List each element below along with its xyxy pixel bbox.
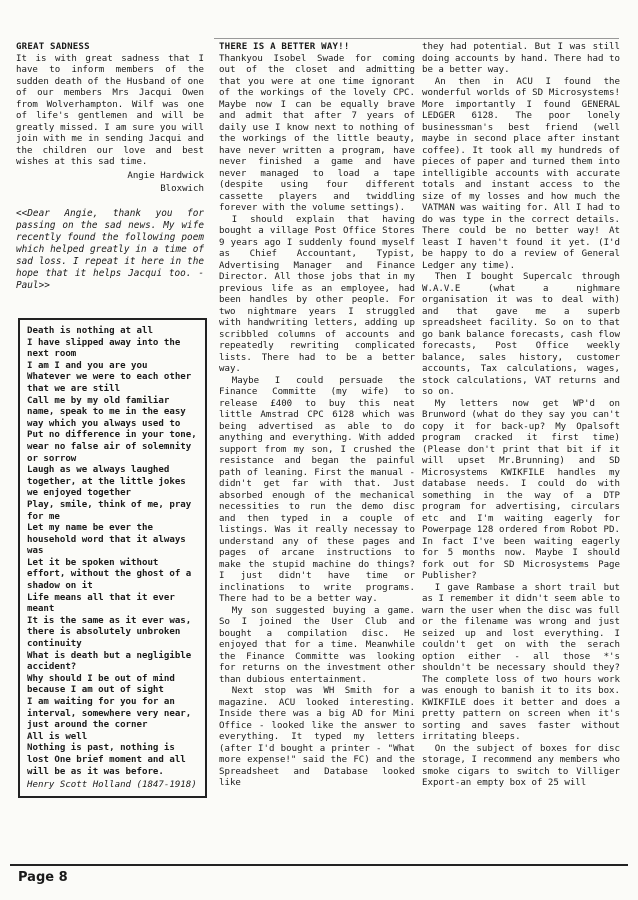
paragraph: Then I bought Supercalc through W.A.V.E (what a nighmare organisation it was to deal with) and that gave me a superb spreadsheet facility. So on to that go bank balance forecasts, cash flow forecasts, Post Office weekly balance, sales history, customer accounts, Tax calculations, wages, stock calculations, VAT returns and so on.: [422, 272, 620, 397]
poem-line: I have slipped away into the next room: [27, 337, 181, 360]
editor-note: <<Dear Angie, thank you for passing on the sad news. My wife recently found the following poem which helped greatly in a time of sad loss. I repeat it here in the hope that it helps Jacqui too. -Paul>>: [16, 207, 204, 291]
paragraph: An then in ACU I found the wonderful worlds of SD Microsystems! More importantly I found GENERAL LEDGER 6128. The poor lonely businessman's best friend (well maybe in second place after instant coffee). It took all my hundreds of pieces of paper and turned them into intelligible accounts with accurate totals and instant access to the size of my losses and how much the VATMAN was waiting for. All I had to do was type in the correct details. There could be no better way! At least I haven't found it yet. (I'd be happy to do a review of General Ledger any time).: [422, 76, 620, 271]
paragraph: My son suggested buying a game. So I joined the User Club and bought a compilation disc. He enjoyed that for a time. Meanwhile the Finance Committe was looking for returns on the investment other than dubious entertainment.: [219, 605, 415, 685]
paragraph: Next stop was WH Smith for a magazine. ACU looked interesting. Inside there was a big AD for Mini Office - looked like the answer to everything. It typed my letters (after I'd bought a printer - "What more expense!" said the FC) and the Spreadsheet and Database looked like: [219, 686, 415, 788]
poem-line: I am waiting for you for an interval, somewhere very near, just around the corner: [27, 697, 192, 731]
poem-line: Death is nothing at all: [27, 326, 153, 336]
page-number: Page 8: [18, 870, 68, 885]
paragraph: On the subject of boxes for disc storage, I recommend any members who smoke cigars to switch to Villiger Export-an empty box of 25 will: [422, 743, 620, 788]
article-heading-great-sadness: GREAT SADNESS: [16, 42, 90, 52]
poem-line: Call me by my old familiar name, speak to me in the easy way which you always used to: [27, 395, 186, 429]
column-middle: [219, 42, 415, 790]
column-right: [422, 42, 620, 790]
poem-line: Nothing is past, nothing is lost One brief moment and all will be as it was before.: [27, 743, 186, 777]
poem-line: All is well: [27, 731, 88, 742]
poem-line: Let it be spoken without effort, without the ghost of a shadow on it: [27, 557, 192, 592]
poem-line: What is death but a negligible accident?: [27, 650, 192, 673]
paragraph: Maybe I could persuade the Finance Committe (my wife) to release £400 to buy this neat little Amstrad CPC 6128 which was being advertised as able to do anything and everything. With added support from my son, I crushed the resistance and began the painful path of leaning. First the manual - didn't get far with that. Just absorbed enough of the mechanical necessities to run the demo disc and then typed in a couple of listings. Was it really necessay to understand any of these pages and pages of arcane instructions to make the stupid machine do things? I just didn't have time or inclinations to write programs. There had to be a better way.: [219, 375, 415, 604]
poem-line: Play, smile, think of me, pray for me: [27, 499, 192, 522]
top-rule: [214, 38, 619, 39]
paragraph: I should explain that having bought a village Post Office Stores 9 years ago I suddenly found myself as Chief Accountant, Typist, Advertising Manager and Finance Director. All those jobs that in my previous life as an employee, had been handles by other people. For two nightmare years I struggled with handwriting letters, adding up scribbled columns of accounts and repeatedly rewriting complicated lists. There had to be a better way.: [219, 214, 415, 374]
poem-line: Laugh as we always laughed together, at the little jokes we enjoyed together: [27, 465, 186, 499]
poem-attribution: Henry Scott Holland (1847-1918): [27, 780, 197, 791]
poem-line: Life means all that it ever meant: [27, 592, 175, 615]
footer-rule: [10, 864, 628, 866]
paragraph: I gave Rambase a short trail but as I remember it didn't seem able to warn the user when the disc was full or the filename was wrong and just seized up and lost everything. I couldn't get on with the serach option either - all those *'s shouldn't be necessary should they? The complete loss of two hours work was enough to banish it to its box. KWIKFILE does it better and does a pretty pattern on screen when it's sorting and saves faster without irritating bleeps.: [422, 582, 620, 742]
poem-line: Let my name be ever the household word that it always was: [27, 523, 186, 557]
signature-place: Bloxwich: [160, 184, 204, 194]
poem-box: [18, 318, 207, 798]
poem-line: Whatever we were to each other that we are still: [27, 372, 192, 394]
column-left: [16, 42, 204, 292]
poem-line: I am I and you are you: [27, 360, 148, 371]
article-heading-better-way: THERE IS A BETTER WAY!!: [219, 42, 350, 52]
poem-lines: [27, 326, 199, 778]
paragraph: My letters now get WP'd on Brunword (what do they say you can't copy it for back-up? My Opalsoft program cracked it first time) (Please don't print that bit if it will upset Mr.Brunning) and SD Microsystems KWIKFILE handles my database needs. I could do with something in the way of a DTP program for advertising, circulars etc and I'm waiting eagerly for Powerpage 128 ordered from Robot PD. In fact I've been waiting eagerly for 5 months now. Maybe I should fork out for SD Microsystems Page Publisher?: [422, 398, 620, 581]
paragraph: Thankyou Isobel Swade for coming out of the closet and admitting that you were at one time ignorant of the workings of the lovely CPC. Maybe now I can be equally brave and admit that after 7 years of daily use I know next to nothing of the workings of the little beauty, have never written a program, have never finished a game and have never managed to load a tape (despite using four different cassette players and twiddling forever with the volume settings).: [219, 53, 415, 213]
poem-line: Why should I be out of mind because I am out of sight: [27, 673, 175, 696]
paragraph: they had potential. But I was still doing accounts by hand. There had to be a better way.: [422, 42, 620, 75]
signature-name: Angie Hardwick: [127, 170, 204, 181]
poem-line: It is the same as it ever was, there is absolutely unbroken continuity: [27, 615, 192, 650]
article-body-great-sadness: It is with great sadness that I have to inform members of the sudden death of the Husband of one of our members Mrs Jacqui Owen from Wolverhampton. Wilf was one of life's gentlemen and will be greatly missed. I am sure you will join with me in sending Jacqui and the children our love and best wishes at this sad time.: [16, 53, 204, 167]
poem-line: Put no difference in your tone, wear no false air of solemnity or sorrow: [27, 430, 197, 464]
